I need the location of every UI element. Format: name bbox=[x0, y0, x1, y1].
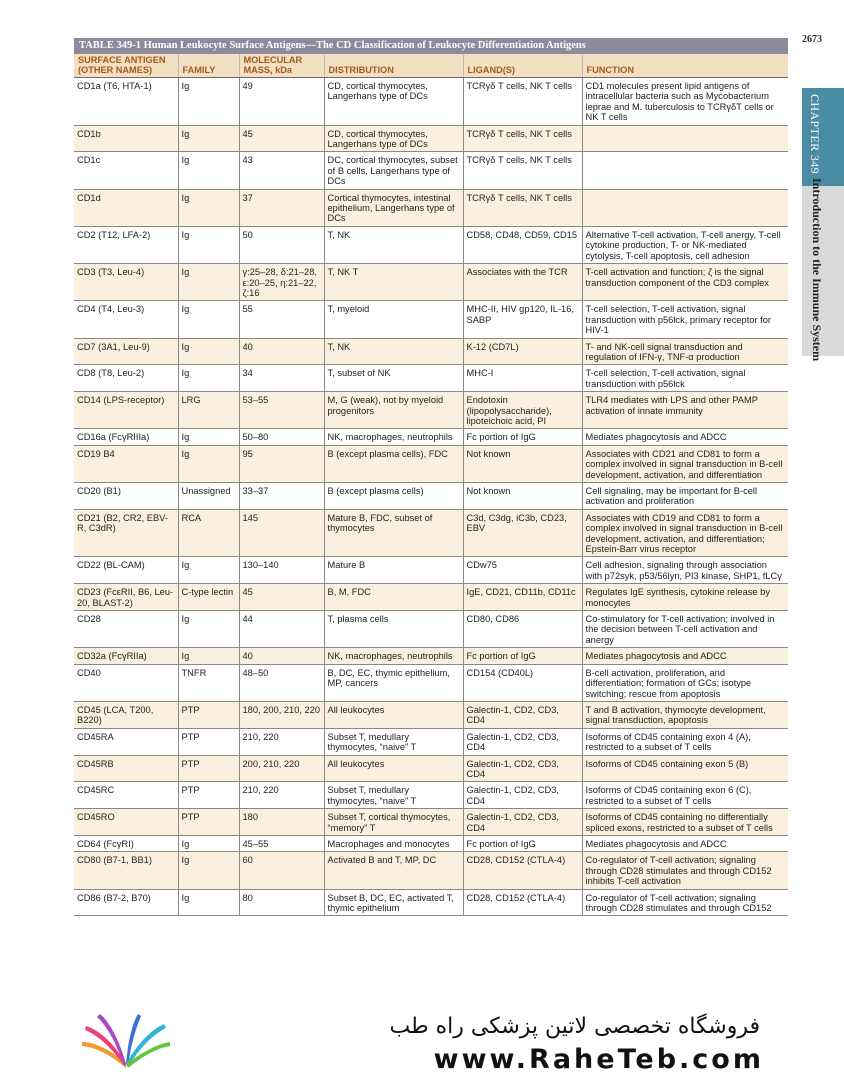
cell-distribution: NK, macrophages, neutrophils bbox=[324, 648, 463, 664]
cell-function: Co-regulator of T-cell activation; signaling through CD28 stimulates and through CD152 inhibits T-cell activation bbox=[582, 852, 788, 889]
store-url-link[interactable]: www.RaheTeb.com bbox=[433, 1044, 764, 1075]
cell-mass: 180 bbox=[239, 809, 324, 836]
cell-family: PTP bbox=[178, 782, 239, 809]
cell-mass: 44 bbox=[239, 611, 324, 648]
cell-function: Co-stimulatory for T-cell activation; involved in the decision between T-cell activation and anergy bbox=[582, 611, 788, 648]
cell-distribution: T, plasma cells bbox=[324, 611, 463, 648]
cell-ligands: IgE, CD21, CD11b, CD11c bbox=[463, 584, 582, 611]
cell-distribution: B, M, FDC bbox=[324, 584, 463, 611]
cell-antigen: CD45 (LCA, T200, B220) bbox=[74, 701, 178, 728]
table-row bbox=[74, 78, 788, 126]
cell-distribution: T, NK bbox=[324, 226, 463, 263]
header-function: FUNCTION bbox=[582, 54, 788, 78]
cell-antigen: CD80 (B7-1, BB1) bbox=[74, 852, 178, 889]
cell-family: Ig bbox=[178, 365, 239, 392]
table-row bbox=[74, 728, 788, 755]
page-number: 2673 bbox=[802, 34, 822, 45]
cell-function bbox=[582, 125, 788, 152]
cell-ligands: K-12 (CD7L) bbox=[463, 338, 582, 365]
cd-antigen-table bbox=[74, 38, 788, 996]
cell-function: Cell adhesion, signaling through association with p72syk, p53/56lyn, PI3 kinase, SHP1, fLCγ bbox=[582, 557, 788, 584]
cell-ligands: CD28, CD152 (CTLA-4) bbox=[463, 889, 582, 916]
cell-distribution: B (except plasma cells), FDC bbox=[324, 445, 463, 482]
cell-distribution: M, G (weak), not by myeloid progenitors bbox=[324, 392, 463, 429]
cell-mass: γ:25–28, δ:21–28, ε:20–25, η:21–22, ζ:16 bbox=[239, 264, 324, 301]
table-row bbox=[74, 338, 788, 365]
cell-mass: 34 bbox=[239, 365, 324, 392]
cell-ligands: MHC-II, HIV gp120, IL-16, SABP bbox=[463, 301, 582, 338]
table-row bbox=[74, 152, 788, 189]
cell-distribution: Mature B, FDC, subset of thymocytes bbox=[324, 509, 463, 557]
cell-antigen: CD21 (B2, CR2, EBV-R, C3dR) bbox=[74, 509, 178, 557]
cell-family: LRG bbox=[178, 392, 239, 429]
footer-banner bbox=[0, 1000, 844, 1080]
cell-mass: 37 bbox=[239, 189, 324, 226]
table-row bbox=[74, 445, 788, 482]
cell-mass: 210, 220 bbox=[239, 782, 324, 809]
cell-distribution: Subset B, DC, EC, activated T, thymic epithelium bbox=[324, 889, 463, 916]
cell-family: C-type lectin bbox=[178, 584, 239, 611]
cell-ligands: Fc portion of IgG bbox=[463, 835, 582, 851]
cell-ligands: Not known bbox=[463, 445, 582, 482]
cell-family: TNFR bbox=[178, 664, 239, 701]
cell-family: Ig bbox=[178, 429, 239, 445]
table-row bbox=[74, 584, 788, 611]
cell-ligands: TCRγδ T cells, NK T cells bbox=[463, 152, 582, 189]
cell-antigen: CD28 bbox=[74, 611, 178, 648]
table-row bbox=[74, 701, 788, 728]
cell-function bbox=[582, 189, 788, 226]
cell-family: PTP bbox=[178, 701, 239, 728]
cell-ligands: TCRγδ T cells, NK T cells bbox=[463, 189, 582, 226]
cell-ligands: C3d, C3dg, iC3b, CD23, EBV bbox=[463, 509, 582, 557]
cell-function: Cell signaling, may be important for B-cell activation and proliferation bbox=[582, 483, 788, 510]
cell-mass: 210, 220 bbox=[239, 728, 324, 755]
cell-function: B-cell activation, proliferation, and differentiation; formation of GCs; isotype switching; rescue from apoptosis bbox=[582, 664, 788, 701]
table-row bbox=[74, 125, 788, 152]
cell-function: T-cell selection, T-cell activation, signal transduction with p56lck bbox=[582, 365, 788, 392]
cell-mass: 45 bbox=[239, 125, 324, 152]
cell-function: T and B activation, thymocyte development, signal transduction, apoptosis bbox=[582, 701, 788, 728]
cell-mass: 33–37 bbox=[239, 483, 324, 510]
cell-antigen: CD45RC bbox=[74, 782, 178, 809]
cell-family: Ig bbox=[178, 445, 239, 482]
cell-ligands: TCRγδ T cells, NK T cells bbox=[463, 125, 582, 152]
cell-antigen: CD4 (T4, Leu-3) bbox=[74, 301, 178, 338]
cell-family: Ig bbox=[178, 648, 239, 664]
book-logo-icon bbox=[78, 1012, 174, 1072]
cell-antigen: CD20 (B1) bbox=[74, 483, 178, 510]
cell-antigen: CD7 (3A1, Leu-9) bbox=[74, 338, 178, 365]
cell-ligands: CD58, CD48, CD59, CD15 bbox=[463, 226, 582, 263]
table-header-row bbox=[74, 54, 788, 78]
cell-function: T-cell selection, T-cell activation, signal transduction with p56lck, primary receptor for HIV-1 bbox=[582, 301, 788, 338]
table-row bbox=[74, 835, 788, 851]
cell-function: Regulates IgE synthesis, cytokine release by monocytes bbox=[582, 584, 788, 611]
cell-distribution: Mature B bbox=[324, 557, 463, 584]
cell-mass: 49 bbox=[239, 78, 324, 126]
bottom-fade bbox=[0, 980, 844, 1002]
cell-mass: 60 bbox=[239, 852, 324, 889]
cell-mass: 48–50 bbox=[239, 664, 324, 701]
table-body bbox=[74, 78, 788, 916]
cell-mass: 40 bbox=[239, 338, 324, 365]
table-row bbox=[74, 392, 788, 429]
cell-function: T-cell activation and function; ζ is the signal transduction component of the CD3 complex bbox=[582, 264, 788, 301]
table-row bbox=[74, 429, 788, 445]
cell-ligands: Galectin-1, CD2, CD3, CD4 bbox=[463, 755, 582, 782]
table-row bbox=[74, 611, 788, 648]
header-antigen: SURFACE ANTIGEN (OTHER NAMES) bbox=[74, 54, 178, 78]
cell-ligands: Endotoxin (lipopolysaccharide), lipoteichoic acid, PI bbox=[463, 392, 582, 429]
cell-function: Associates with CD21 and CD81 to form a complex involved in signal transduction in B-cell development, activation, and differentiation bbox=[582, 445, 788, 482]
cell-distribution: B (except plasma cells) bbox=[324, 483, 463, 510]
cell-ligands: TCRγδ T cells, NK T cells bbox=[463, 78, 582, 126]
cell-mass: 55 bbox=[239, 301, 324, 338]
cell-family: Ig bbox=[178, 889, 239, 916]
cell-distribution: B, DC, EC, thymic epithelium, MP, cancers bbox=[324, 664, 463, 701]
cell-ligands: CD80, CD86 bbox=[463, 611, 582, 648]
cell-family: Ig bbox=[178, 125, 239, 152]
cell-antigen: CD45RB bbox=[74, 755, 178, 782]
cell-distribution: All leukocytes bbox=[324, 701, 463, 728]
table-row bbox=[74, 365, 788, 392]
cell-distribution: T, myeloid bbox=[324, 301, 463, 338]
table-row bbox=[74, 889, 788, 916]
cell-family: Ig bbox=[178, 264, 239, 301]
table-row bbox=[74, 509, 788, 557]
cell-antigen: CD32a (FcγRIIa) bbox=[74, 648, 178, 664]
cell-mass: 145 bbox=[239, 509, 324, 557]
cell-distribution: Activated B and T, MP, DC bbox=[324, 852, 463, 889]
cell-antigen: CD64 (FcγRI) bbox=[74, 835, 178, 851]
store-name: فروشگاه تخصصی لاتین پزشکی راه طب bbox=[389, 1014, 760, 1039]
cell-mass: 180, 200, 210, 220 bbox=[239, 701, 324, 728]
cell-family: Ig bbox=[178, 226, 239, 263]
table-row bbox=[74, 852, 788, 889]
cell-mass: 50–80 bbox=[239, 429, 324, 445]
cell-antigen: CD2 (T12, LFA-2) bbox=[74, 226, 178, 263]
cell-ligands: Fc portion of IgG bbox=[463, 429, 582, 445]
cell-distribution: T, NK bbox=[324, 338, 463, 365]
table-row bbox=[74, 557, 788, 584]
cell-antigen: CD8 (T8, Leu-2) bbox=[74, 365, 178, 392]
cell-mass: 95 bbox=[239, 445, 324, 482]
cell-antigen: CD1a (T6, HTA-1) bbox=[74, 78, 178, 126]
table-row bbox=[74, 264, 788, 301]
cell-distribution: T, subset of NK bbox=[324, 365, 463, 392]
cell-family: Ig bbox=[178, 611, 239, 648]
cell-ligands: MHC-I bbox=[463, 365, 582, 392]
cell-function: Isoforms of CD45 containing exon 4 (A), restricted to a subset of T cells bbox=[582, 728, 788, 755]
cell-function: Co-regulator of T-cell activation; signaling through CD28 stimulates and through CD152 bbox=[582, 889, 788, 916]
table-row bbox=[74, 189, 788, 226]
cell-family: Ig bbox=[178, 852, 239, 889]
cell-antigen: CD86 (B7-2, B70) bbox=[74, 889, 178, 916]
cell-antigen: CD1d bbox=[74, 189, 178, 226]
cell-distribution: Cortical thymocytes, intestinal epithelium, Langerhans type of DCs bbox=[324, 189, 463, 226]
chapter-label: CHAPTER 349 bbox=[808, 94, 822, 175]
cell-function: Isoforms of CD45 containing exon 6 (C), restricted to a subset of T cells bbox=[582, 782, 788, 809]
cell-antigen: CD14 (LPS-receptor) bbox=[74, 392, 178, 429]
header-ligands: LIGAND(S) bbox=[463, 54, 582, 78]
cell-antigen: CD40 bbox=[74, 664, 178, 701]
cell-family: Ig bbox=[178, 189, 239, 226]
table-row bbox=[74, 664, 788, 701]
cell-ligands: Galectin-1, CD2, CD3, CD4 bbox=[463, 728, 582, 755]
cell-antigen: CD1c bbox=[74, 152, 178, 189]
cell-antigen: CD23 (FcεRII, B6, Leu-20, BLAST-2) bbox=[74, 584, 178, 611]
table-row bbox=[74, 809, 788, 836]
header-family: FAMILY bbox=[178, 54, 239, 78]
cell-antigen: CD1b bbox=[74, 125, 178, 152]
cell-mass: 200, 210, 220 bbox=[239, 755, 324, 782]
cell-function bbox=[582, 152, 788, 189]
chapter-title: Introduction to the Immune System bbox=[810, 178, 824, 362]
cell-family: Ig bbox=[178, 338, 239, 365]
cell-distribution: CD, cortical thymocytes, Langerhans type of DCs bbox=[324, 78, 463, 126]
cell-function: Alternative T-cell activation, T-cell anergy, T-cell cytokine production, T- or NK-mediated cytolysis, T-cell apoptosis, cell adhesion bbox=[582, 226, 788, 263]
header-mass: MOLECULAR MASS, kDa bbox=[239, 54, 324, 78]
cell-function: TLR4 mediates with LPS and other PAMP activation of innate immunity bbox=[582, 392, 788, 429]
cell-function: Mediates phagocytosis and ADCC bbox=[582, 835, 788, 851]
table-row bbox=[74, 782, 788, 809]
cell-family: PTP bbox=[178, 809, 239, 836]
cell-distribution: NK, macrophages, neutrophils bbox=[324, 429, 463, 445]
cell-mass: 130–140 bbox=[239, 557, 324, 584]
cell-family: PTP bbox=[178, 755, 239, 782]
cell-function: CD1 molecules present lipid antigens of intracellular bacteria such as Mycobacterium leprae and M. tuberculosis to TCRγδT cells or NK T cells bbox=[582, 78, 788, 126]
cell-distribution: CD, cortical thymocytes, Langerhans type of DCs bbox=[324, 125, 463, 152]
table-title: TABLE 349-1 Human Leukocyte Surface Antigens—The CD Classification of Leukocyte Differentiation Antigens bbox=[74, 38, 788, 54]
cell-ligands: CD154 (CD40L) bbox=[463, 664, 582, 701]
cell-mass: 53–55 bbox=[239, 392, 324, 429]
cell-distribution: Macrophages and monocytes bbox=[324, 835, 463, 851]
cell-family: RCA bbox=[178, 509, 239, 557]
cell-antigen: CD19 B4 bbox=[74, 445, 178, 482]
table-grid bbox=[74, 54, 788, 916]
cell-family: Ig bbox=[178, 835, 239, 851]
cell-mass: 50 bbox=[239, 226, 324, 263]
table-row bbox=[74, 226, 788, 263]
cell-distribution: All leukocytes bbox=[324, 755, 463, 782]
cell-function: T- and NK-cell signal transduction and regulation of IFN-γ, TNF-α production bbox=[582, 338, 788, 365]
table-row bbox=[74, 648, 788, 664]
table-row bbox=[74, 755, 788, 782]
cell-ligands: Associates with the TCR bbox=[463, 264, 582, 301]
cell-antigen: CD45RO bbox=[74, 809, 178, 836]
cell-mass: 80 bbox=[239, 889, 324, 916]
cell-ligands: Galectin-1, CD2, CD3, CD4 bbox=[463, 782, 582, 809]
cell-distribution: Subset T, medullary thymocytes, “naive” T bbox=[324, 782, 463, 809]
cell-distribution: T, NK T bbox=[324, 264, 463, 301]
cell-distribution: Subset T, medullary thymocytes, “naive” T bbox=[324, 728, 463, 755]
cell-antigen: CD22 (BL-CAM) bbox=[74, 557, 178, 584]
cell-ligands: CDw75 bbox=[463, 557, 582, 584]
cell-ligands: CD28, CD152 (CTLA-4) bbox=[463, 852, 582, 889]
cell-antigen: CD45RA bbox=[74, 728, 178, 755]
cell-family: Ig bbox=[178, 557, 239, 584]
cell-distribution: DC, cortical thymocytes, subset of B cells, Langerhans type of DCs bbox=[324, 152, 463, 189]
cell-mass: 43 bbox=[239, 152, 324, 189]
cell-ligands: Fc portion of IgG bbox=[463, 648, 582, 664]
cell-mass: 45–55 bbox=[239, 835, 324, 851]
cell-ligands: Galectin-1, CD2, CD3, CD4 bbox=[463, 701, 582, 728]
cell-family: Ig bbox=[178, 301, 239, 338]
cell-antigen: CD3 (T3, Leu-4) bbox=[74, 264, 178, 301]
table-row bbox=[74, 483, 788, 510]
cell-family: PTP bbox=[178, 728, 239, 755]
cell-family: Ig bbox=[178, 78, 239, 126]
cell-function: Isoforms of CD45 containing no differentially spliced exons, restricted to a subset of T cells bbox=[582, 809, 788, 836]
cell-family: Unassigned bbox=[178, 483, 239, 510]
table-row bbox=[74, 301, 788, 338]
cell-antigen: CD16a (FcγRIIIa) bbox=[74, 429, 178, 445]
cell-mass: 45 bbox=[239, 584, 324, 611]
header-distribution: DISTRIBUTION bbox=[324, 54, 463, 78]
cell-function: Isoforms of CD45 containing exon 5 (B) bbox=[582, 755, 788, 782]
cell-mass: 40 bbox=[239, 648, 324, 664]
cell-function: Associates with CD19 and CD81 to form a complex involved in signal transduction in B-cell development, activation, and differentiation; Epstein-Barr virus receptor bbox=[582, 509, 788, 557]
cell-family: Ig bbox=[178, 152, 239, 189]
cell-function: Mediates phagocytosis and ADCC bbox=[582, 648, 788, 664]
cell-ligands: Not known bbox=[463, 483, 582, 510]
cell-function: Mediates phagocytosis and ADCC bbox=[582, 429, 788, 445]
cell-distribution: Subset T, cortical thymocytes, “memory” T bbox=[324, 809, 463, 836]
cell-ligands: Galectin-1, CD2, CD3, CD4 bbox=[463, 809, 582, 836]
